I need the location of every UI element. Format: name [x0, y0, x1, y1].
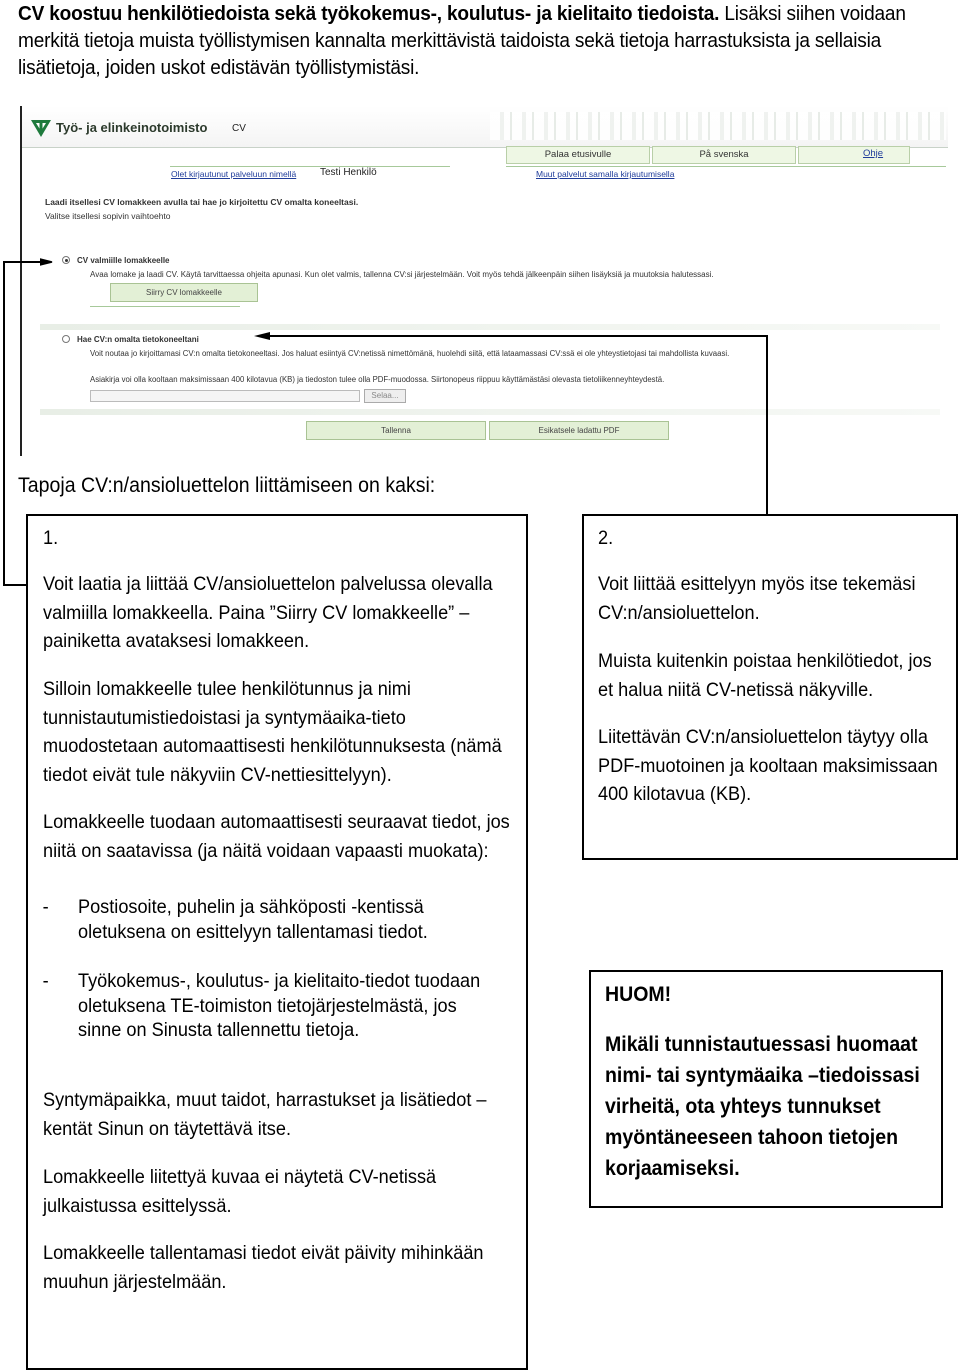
instruction-sub: Valitse itsellesi sopivin vaihtoehto: [45, 211, 171, 221]
connector-line: [3, 261, 5, 586]
note-body: Mikäli tunnistautuessasi huomaat nimi- tai syntymäaika –tiedoissasi virheitä, ota yhteys tunnukset myöntäneeseen tahoon tietojen korjaamiseksi.: [605, 1033, 920, 1180]
other-services-link[interactable]: Muut palvelut samalla kirjautumisella: [536, 169, 675, 179]
option-one-box: [26, 514, 528, 1370]
intro-rest: Lisäksi siihen voidaan merkitä tietoja muista työllistymisen kannalta merkittävistä taidoista sekä tietoja harrastuksista ja sellaisia lisätietoja, joiden uskot edistävän työllistymistäsi.: [18, 2, 906, 79]
filler-button: [798, 146, 910, 164]
arrow-right-icon: [40, 256, 56, 268]
intro-paragraph: [18, 0, 957, 81]
option-two-box: [582, 514, 958, 860]
page-label: CV: [232, 123, 246, 134]
help-link[interactable]: Ohje: [863, 148, 884, 159]
go-to-cv-form-button[interactable]: Siirry CV lomakkeelle: [110, 283, 258, 302]
box1-paragraph-5: Lomakkeelle liitettyä kuvaa ei näytetä CV-netissä julkaistussa esittelyssä.: [43, 1166, 437, 1217]
cv-service-screenshot: [20, 106, 948, 456]
header-pattern: [490, 112, 946, 140]
connector-line: [264, 335, 768, 337]
box1-paragraph-3: Lomakkeelle tuodaan automaattisesti seuraavat tiedot, jos niitä on saatavissa (ja näitä voidaan vapaasti muokata):: [43, 811, 510, 862]
file-path-input[interactable]: [90, 390, 360, 402]
box1-number: 1.: [43, 527, 59, 549]
option2-radio[interactable]: [62, 335, 70, 343]
user-name: Testi Henkilö: [320, 167, 377, 178]
box1-paragraph-2: Silloin lomakkeelle tulee henkilötunnus ja nimi tunnistautumistiedoistasi ja syntymäaika-tieto muodostetaan automaattisesti henkilötunnuksesta (nämä tiedot eivät tule näkyviin CV-nettiesittelyyn).: [43, 678, 502, 786]
screenshot-left-edge: [20, 106, 22, 456]
connector-line: [3, 261, 41, 263]
option2-desc: Voit noutaa jo kirjoittamasi CV:n omalta tietokoneeltasi. Jos haluat esiintyä CV:netissä nimettömänä, huolehdi siitä, että lataamassasi CV:ssä ei ole yhteystietojasi tai mahdollista kuvaasi.: [90, 349, 730, 358]
instruction-heading: Laadi itsellesi CV lomakkeen avulla tai hae jo kirjoitettu CV omalta koneeltasi.: [45, 197, 359, 207]
blurred-line: [40, 324, 940, 330]
divider: [90, 306, 240, 307]
list-dash: -: [42, 970, 49, 992]
save-button[interactable]: Tallenna: [306, 421, 486, 440]
intro-bold: CV koostuu henkilötiedoista sekä työkokemus-, koulutus- ja kielitaito tiedoista.: [18, 2, 720, 25]
arrow-left-icon: [254, 330, 270, 342]
connector-line: [3, 584, 28, 586]
blurred-line: [40, 409, 940, 415]
option1-desc: Avaa lomake ja laadi CV. Käytä tarvittaessa ohjeita apunasi. Kun olet valmis, tallenna CV:si järjestelmään. Voit myös tehdä jälkeenpäin siihen lisäyksiä ja muutoksia halutessasi.: [90, 270, 714, 279]
box1-list-item: [42, 969, 487, 1043]
list-item-text: Työkokemus-, koulutus- ja kielitaito-tiedot tuodaan oletuksena TE-toimiston tietojärjestelmästä, jos sinne on Sinusta tallennettu tietoja.: [78, 970, 481, 1041]
box1-paragraph-1: Voit laatia ja liittää CV/ansioluettelon palvelussa olevalla valmiilla lomakkeella. Paina ”Siirry CV lomakkeelle” –painiketta avataksesi lomakkeen.: [43, 573, 493, 652]
divider: [506, 166, 946, 167]
box2-paragraph-3: Liitettävän CV:n/ansioluettelon täytyy olla PDF-muotoinen ja kooltaan maksimissaan 400 kilotavua (KB).: [598, 726, 938, 805]
list-item-text: Postiosoite, puhelin ja sähköposti -kentissä oletuksena on esittelyyn tallentamasi tiedot.: [78, 896, 428, 943]
back-to-home-button[interactable]: Palaa etusivulle: [506, 146, 650, 164]
swedish-language-button[interactable]: På svenska: [652, 146, 796, 164]
browse-button[interactable]: Selaa...: [364, 389, 406, 403]
note-title: HUOM!: [605, 983, 672, 1006]
option1-radio[interactable]: [62, 256, 70, 264]
option2-title: Hae CV:n omalta tietokoneeltani: [77, 335, 199, 344]
note-box: [589, 970, 943, 1208]
box1-paragraph-6: Lomakkeelle tallentamasi tiedot eivät päivity mihinkään muuhun järjestelmään.: [43, 1242, 484, 1293]
box2-paragraph-2: Muista kuitenkin poistaa henkilötiedot, jos et halua niitä CV-netissä näkyville.: [598, 650, 932, 701]
list-dash: -: [42, 896, 49, 918]
box2-number: 2.: [598, 527, 614, 549]
service-nav: [506, 146, 948, 164]
service-header: [20, 106, 948, 148]
preview-pdf-button[interactable]: Esikatsele ladattu PDF: [489, 421, 669, 440]
option2-note: Asiakirja voi olla kooltaan maksimissaan 400 kilotavua (KB) ja tiedoston tulee olla PDF-muodossa. Siirtonopeus riippuu käyttämästäsi olevasta tietoliikenneyhteydestä.: [90, 375, 665, 384]
box2-paragraph-1: Voit liittää esittelyyn myös itse tekemäsi CV:n/ansioluettelon.: [598, 573, 916, 624]
box1-paragraph-4: Syntymäpaikka, muut taidot, harrastukset ja lisätiedot – kentät Sinun on täytettävä itse.: [43, 1089, 487, 1140]
logo-text: Työ- ja elinkeinotoimisto: [56, 120, 208, 135]
box1-list-item: [42, 895, 506, 944]
divider: [170, 166, 450, 167]
logged-in-text: Olet kirjautunut palveluun nimellä: [171, 169, 297, 179]
te-logo-icon: [30, 118, 52, 138]
option1-title: CV valmiille lomakkeelle: [77, 256, 170, 265]
section-heading: Tapoja CV:n/ansioluettelon liittämiseen on kaksi:: [18, 474, 436, 497]
connector-line: [766, 335, 768, 516]
